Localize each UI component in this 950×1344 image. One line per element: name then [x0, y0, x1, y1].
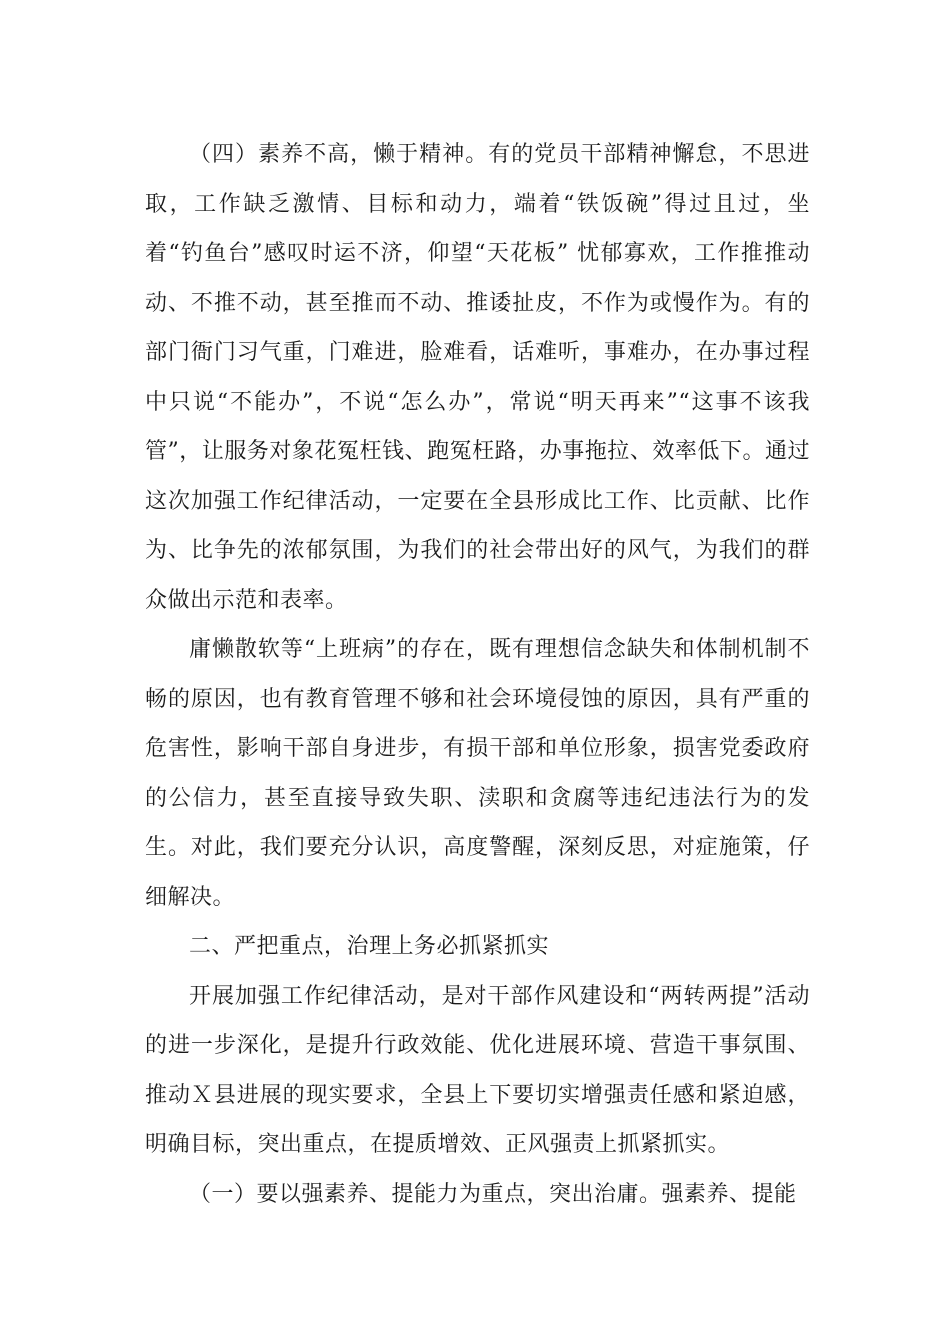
paragraph-subsection-1: （一）要以强素养、提能力为重点，突出治庸。强素养、提能	[189, 1181, 797, 1207]
paragraph-section-4: （四）素养不高，懒于精神。有的党员干部精神懈怠，不思进取，工作缺乏激情、目标和动力，端着“铁饭碗”得过且过，坐着“钓鱼台”感叹时运不济，仰望“天花板” 忧郁寡欢，工作推推动动、不推不动，甚至推而不动、推诿扯皮，不作为或慢作为。有的部门衙门习气重，门难进，脸难看，话难听，事难办，在办事过程中只说“不能办”，不说“怎么办”，常说“明天再来”“这事不该我管”，让服务对象花冤枉钱、跑冤枉路，办事拖拉、效率低下。通过这次加强工作纪律活动，一定要在全县形成比工作、比贡献、比作为、比争先的浓郁氛围，为我们的社会带出好的风气，为我们的群众做出示范和表率。	[145, 142, 810, 613]
document-body	[145, 130, 810, 1219]
paragraph-intro-section-2: 开展加强工作纪律活动，是对干部作风建设和“两转两提”活动的进一步深化，是提升行政效能、优化进展环境、营造干事氛围、推动Ｘ县进展的现实要求，全县上下要切实增强责任感和紧迫感，明确目标，突出重点，在提质增效、正风强责上抓紧抓实。	[145, 983, 810, 1157]
paragraph-analysis: 庸懒散软等“上班病”的存在，既有理想信念缺失和体制机制不畅的原因，也有教育管理不够和社会环境侵蚀的原因，具有严重的危害性，影响干部自身进步，有损干部和单位形象，损害党委政府的公信力，甚至直接导致失职、渎职和贪腐等违纪违法行为的发生。对此，我们要充分认识，高度警醒，深刻反思，对症施策，仔细解决。	[145, 637, 810, 910]
section-heading-2: 二、严把重点，治理上务必抓紧抓实	[189, 934, 550, 959]
